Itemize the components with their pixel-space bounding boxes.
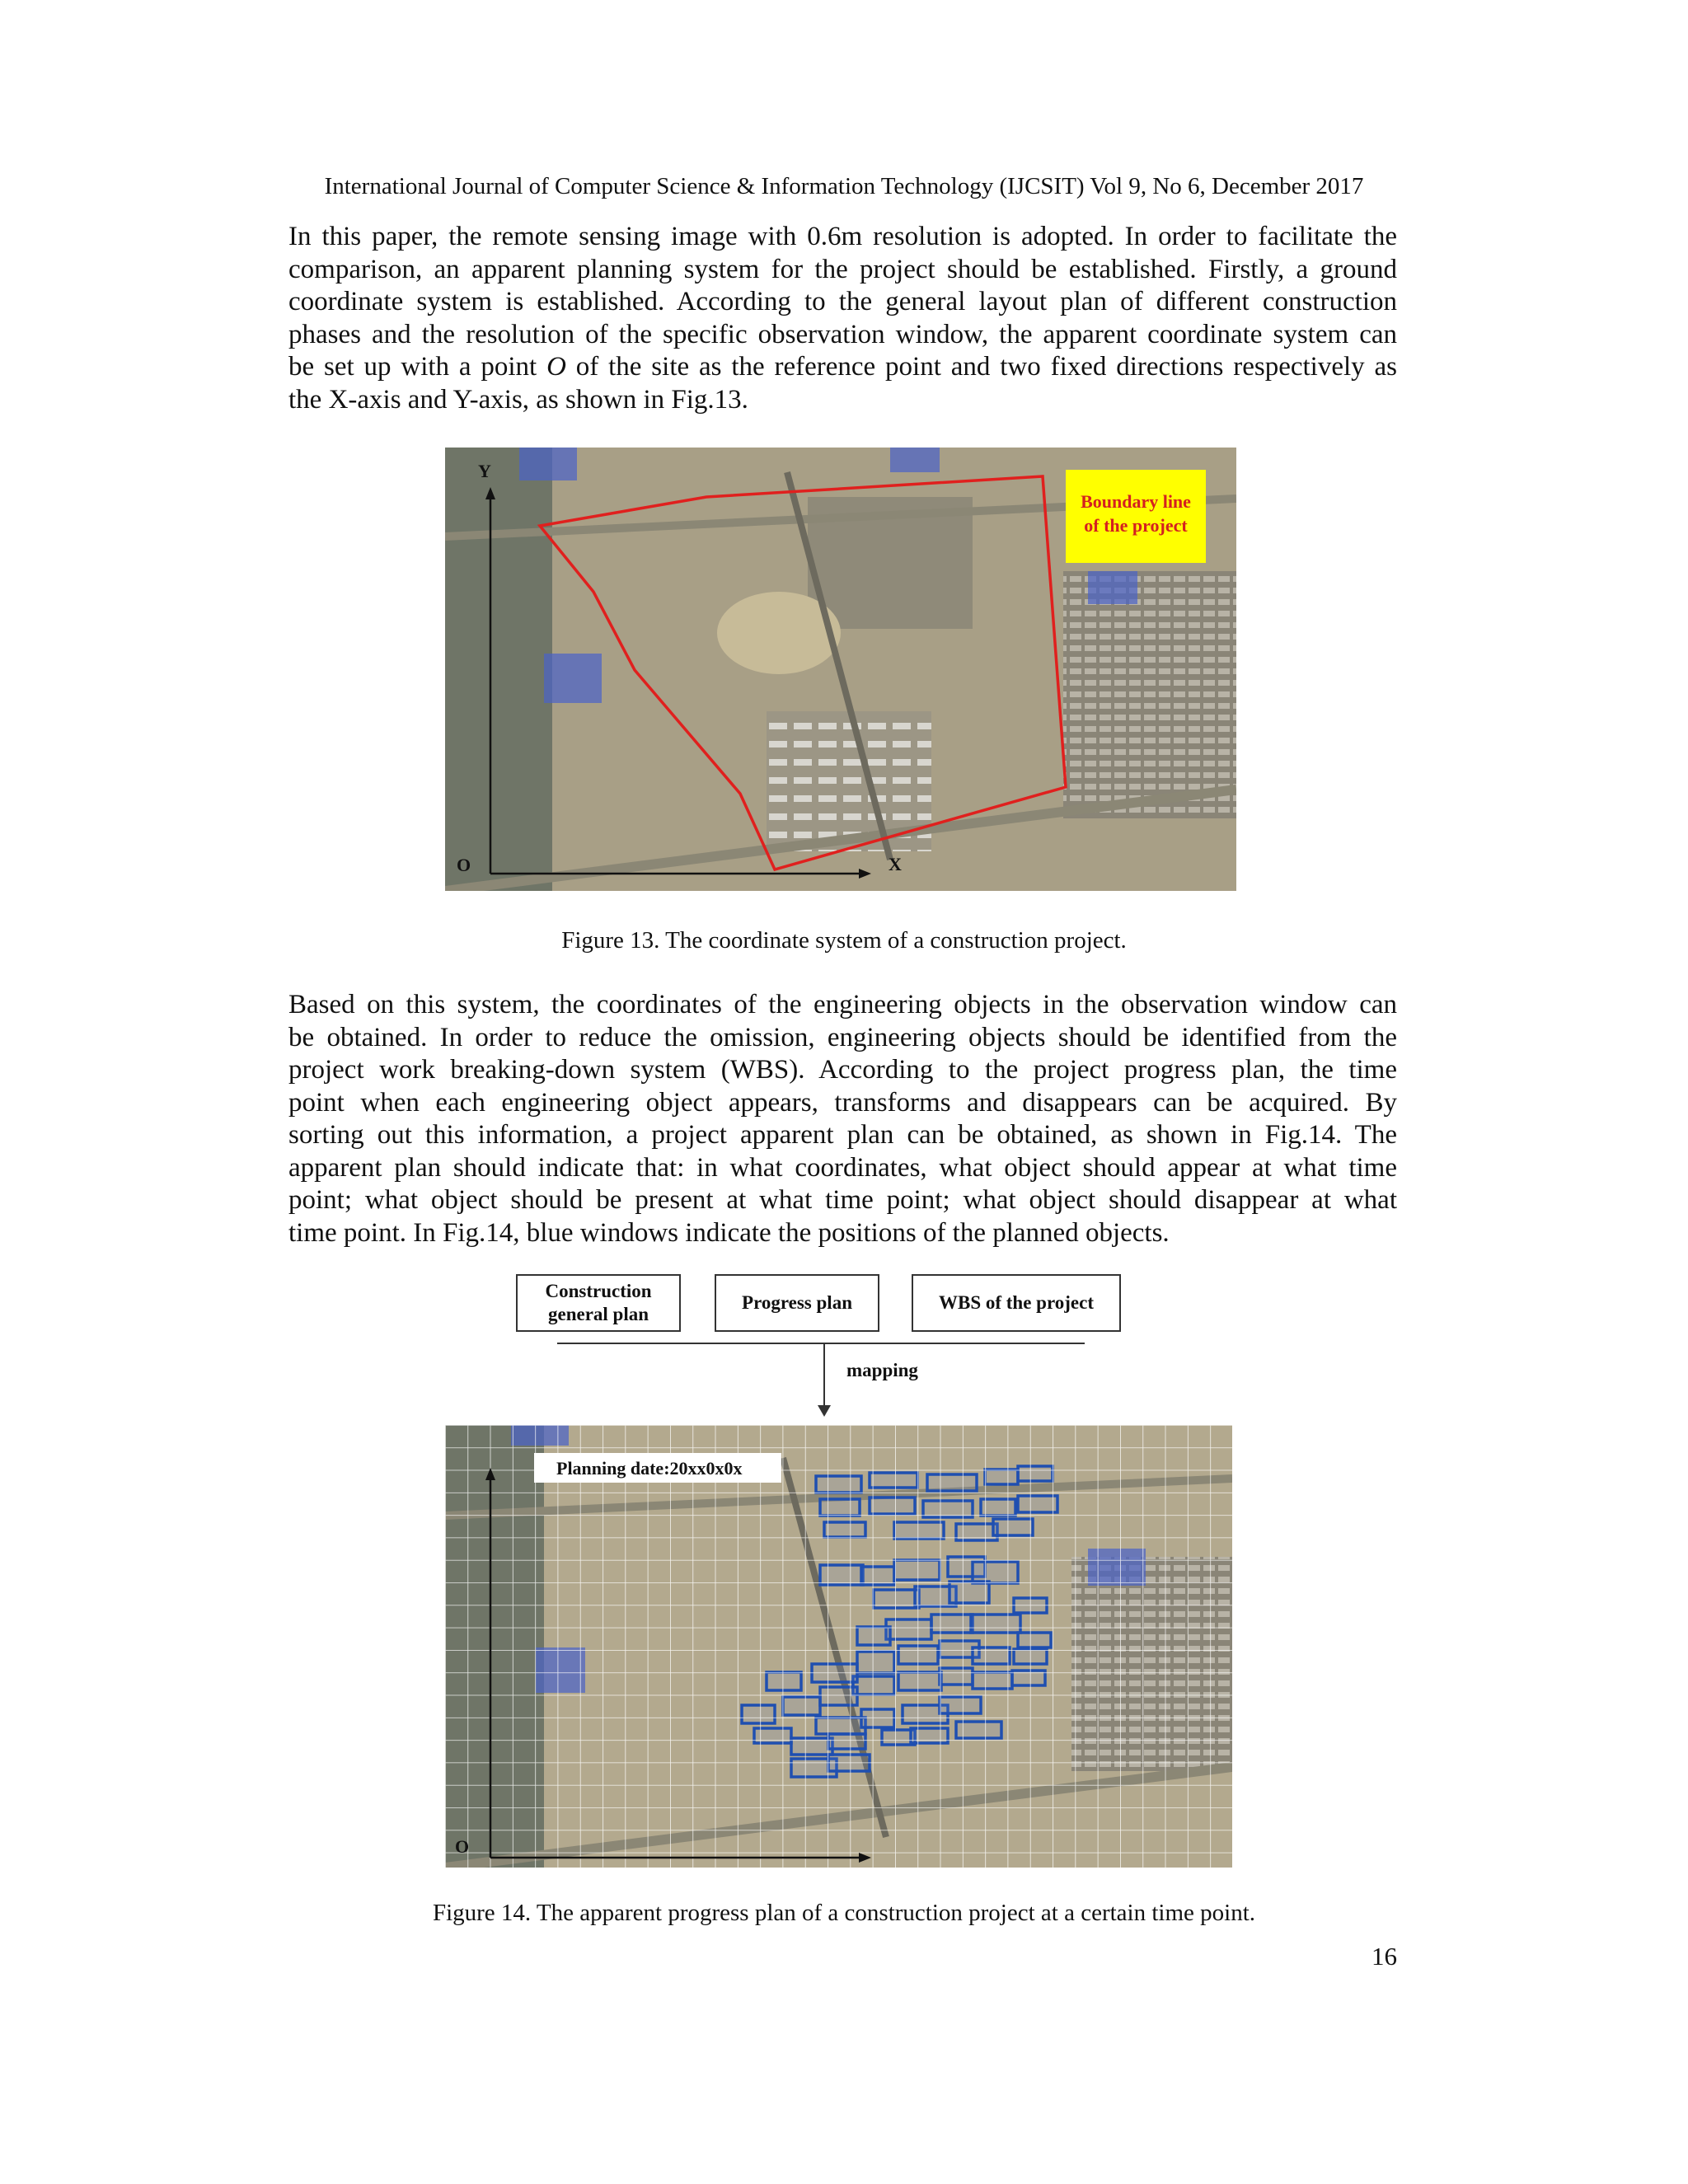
mapping-label: mapping	[846, 1360, 918, 1380]
p2-line-2: be obtained. In order to reduce the omission, engineering objects should be identified from the	[288, 1022, 1397, 1052]
fig13-legend-line-1: Boundary line	[1081, 491, 1191, 512]
progress-plan-box	[715, 1274, 879, 1332]
fig13-blue-roof-2	[519, 448, 577, 480]
p1-line-2: comparison, an apparent planning system for the project should be established. Firstly, a ground	[288, 254, 1397, 284]
p2-line-1: Based on this system, the coordinates of the engineering objects in the observation window can	[288, 990, 1397, 1019]
wbs-box	[912, 1274, 1121, 1332]
p2-line-5: sorting out this information, a project apparent plan can be obtained, as shown in Fig.14. The	[288, 1120, 1397, 1150]
mapping-bracket-line	[557, 1343, 1085, 1344]
paragraph-2	[288, 989, 1397, 1249]
planning-date-label: Planning date:20xx0x0x	[556, 1458, 743, 1479]
fig13-svg	[445, 448, 1236, 891]
p1-line-5-end: of the site as the reference point and two fixed directions respectively as	[575, 352, 1398, 382]
fig14-coordinate-grid	[445, 1425, 1232, 1868]
wbs-text: WBS of the project	[938, 1292, 1095, 1313]
p2-line-6: apparent plan should indicate that: in what coordinates, what object should appear at what time	[288, 1152, 1397, 1183]
p2-line-8: time point. In Fig.14, blue windows indicate the positions of the planned objects.	[288, 1217, 1170, 1248]
p2-line-7: point; what object should be present at what time point; what object should disappear at what	[288, 1185, 1397, 1215]
box1-line-2: general plan	[547, 1304, 649, 1324]
p1-line-4: phases and the resolution of the specific observation window, the apparent coordinate system can	[288, 319, 1397, 349]
figure-14-planned-objects-map	[445, 1425, 1232, 1868]
progress-plan-text: Progress plan	[742, 1292, 852, 1313]
fig14-svg	[445, 1425, 1232, 1868]
p1-line-5-start: be set up with a point	[288, 352, 537, 382]
construction-general-plan-box	[516, 1274, 681, 1332]
paragraph-1	[288, 221, 1397, 416]
fig13-blue-roof-3	[1088, 571, 1137, 604]
figure-14-caption: Figure 14. The apparent progress plan of a construction project at a certain time point.	[432, 1900, 1256, 1926]
page-number: 16	[1372, 1942, 1397, 1971]
p2-line-3: project work breaking-down system (WBS). According to the project progress plan, the time	[288, 1055, 1397, 1085]
p1-line-5	[288, 351, 1397, 384]
mapping-arrow-shaft	[823, 1343, 825, 1409]
fig13-origin-label: O	[457, 855, 471, 875]
p1-line-3: coordinate system is established. According to the general layout plan of different construction	[288, 287, 1397, 316]
construction-general-plan-text	[545, 1280, 651, 1326]
box1-line-1: Construction	[545, 1281, 652, 1301]
mapping-arrow-head	[818, 1405, 831, 1417]
fig13-residential-right	[1063, 571, 1236, 818]
fig13-legend-line-2: of the project	[1084, 515, 1188, 536]
fig13-vegetation-left	[445, 448, 552, 891]
fig13-blue-roof-4	[890, 448, 940, 472]
journal-header: International Journal of Computer Science & Information Technology (IJCSIT) Vol 9, No 6, December 2017	[324, 173, 1364, 199]
fig13-y-label: Y	[478, 461, 491, 481]
figure-13-caption: Figure 13. The coordinate system of a construction project.	[561, 927, 1127, 954]
point-o-symbol: O	[546, 352, 566, 382]
fig13-x-label: X	[889, 854, 902, 874]
fig14-origin-label: O	[455, 1836, 470, 1857]
p2-line-4: point when each engineering object appears, transforms and disappears can be acquired. By	[288, 1087, 1397, 1118]
figure-13-satellite-map	[445, 448, 1236, 891]
fig13-blue-roof-1	[544, 654, 602, 703]
p1-line-1: In this paper, the remote sensing image with 0.6m resolution is adopted. In order to facilitate the	[288, 222, 1397, 251]
p1-line-6: the X-axis and Y-axis, as shown in Fig.13.	[288, 384, 748, 415]
